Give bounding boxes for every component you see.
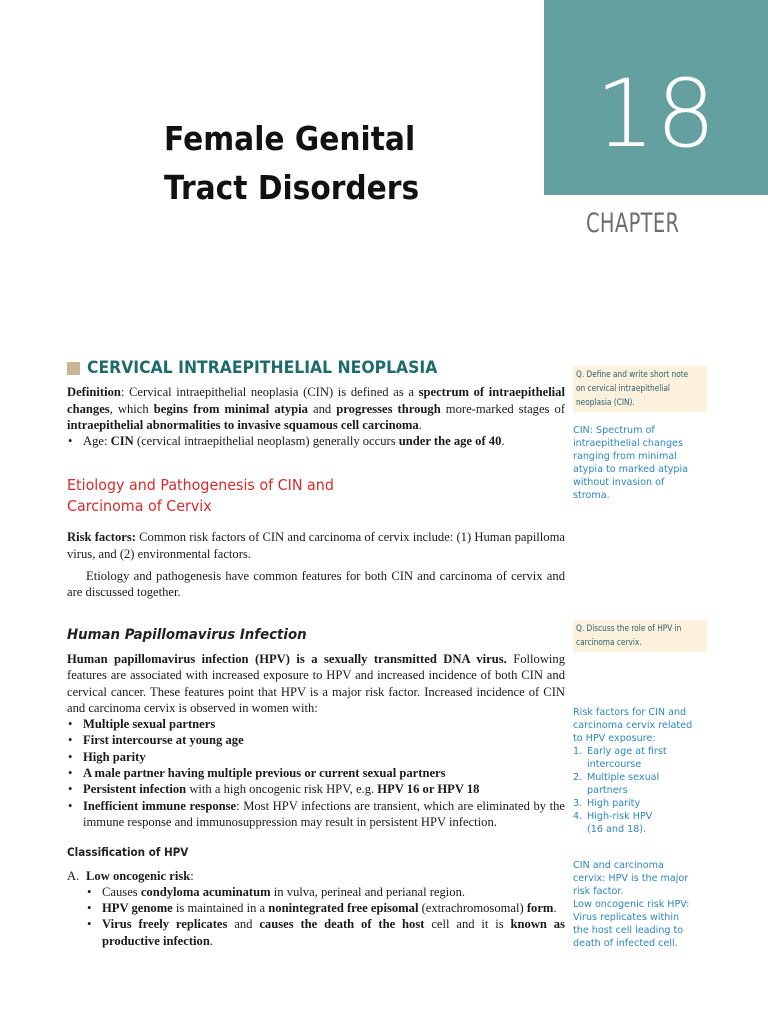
- list-item: • Age: CIN (cervical intraepithelial neoplasm) generally occurs under the age of 40.: [67, 433, 565, 449]
- classification-a: A. Low oncogenic risk:: [67, 868, 194, 883]
- section-heading: CERVICAL INTRAEPITHELIAL NEOPLASIA: [67, 360, 565, 376]
- sidebar-question-cin: Q. Define and write short note on cervical intraepithelial neoplasia (CIN).: [573, 366, 707, 412]
- list-item: • Causes condyloma acuminatum in vulva, perineal and perianal region.: [86, 884, 565, 900]
- main-column: [67, 360, 565, 949]
- section-square-icon: [67, 362, 80, 375]
- chapter-number-box: [544, 0, 768, 195]
- chapter-title-line-1: Female Genital: [164, 119, 416, 158]
- chapter-number: 18: [595, 60, 717, 169]
- list-item: • A male partner having multiple previous or current sexual partners: [67, 765, 565, 781]
- sidebar-list-item: 4. High-risk HPV (16 and 18).: [573, 811, 653, 835]
- etiology-heading: Etiology and Pathogenesis of CIN and Carcinoma of Cervix: [67, 476, 334, 516]
- sidebar-question-hpv: Q. Discuss the role of HPV in carcinoma cervix.: [573, 620, 707, 652]
- sidebar-note-cin: CIN: Spectrum of intraepithelial changes ranging from minimal atypia to marked atypia without invasion of stroma.: [573, 425, 689, 501]
- hpv-heading: Human Papillomavirus Infection: [67, 626, 307, 643]
- definition-paragraph: Definition: Cervical intraepithelial neoplasia (CIN) is defined as a spectrum of intraepithelial changes, which begins from minimal atypia and progresses through more-marked stages of intraepithelial abnormalities to invasive squamous cell carcinoma.: [67, 385, 566, 432]
- sidebar-list-item: 1. Early age at first intercourse: [573, 746, 667, 770]
- chapter-title-line-2: Tract Disorders: [164, 168, 420, 207]
- sidebar-list-item: 3. High parity: [573, 798, 641, 809]
- classification-a-list: [86, 884, 565, 949]
- list-item: • Inefficient immune response: Most HPV infections are transient, which are eliminated by the immune response and immunosuppression may result in persistent HPV infection.: [67, 798, 565, 831]
- hpv-intro-paragraph: Human papillomavirus infection (HPV) is a sexually transmitted DNA virus. Following features are associated with increased exposure to HPV and increased incidence of both CIN and cervical cancer. These features point that HPV is a major risk factor. Increased incidence of CIN and carcinoma cervix is observed in women with:: [67, 651, 566, 715]
- list-item: • Multiple sexual partners: [67, 716, 565, 732]
- sidebar-note-low-risk: Low oncogenic risk HPV: Virus replicates within the host cell leading to death of infected cell.: [573, 899, 690, 949]
- list-item: • First intercourse at young age: [67, 732, 565, 748]
- list-item: • HPV genome is maintained in a nonintegrated free episomal (extrachromosomal) form.: [86, 900, 565, 916]
- classification-heading: Classification of HPV: [67, 846, 189, 860]
- list-item: • Virus freely replicates and causes the death of the host cell and it is known as productive infection.: [86, 916, 565, 949]
- risk-factors-paragraph: Risk factors: Common risk factors of CIN and carcinoma of cervix include: (1) Human papilloma virus, and (2) environmental factors.: [67, 530, 565, 561]
- list-item: • Persistent infection with a high oncogenic risk HPV, e.g. HPV 16 or HPV 18: [67, 781, 565, 797]
- age-list: [67, 433, 565, 449]
- chapter-label: CHAPTER: [586, 208, 680, 239]
- sidebar-list-item: 2. Multiple sexual partners: [573, 772, 660, 796]
- list-item: • High parity: [67, 749, 565, 765]
- chapter-title: [164, 114, 419, 212]
- sidebar-note-risk-factors: Risk factors for CIN and carcinoma cervix related to HPV exposure: 1. Early age at first intercourse 2. Multiple sexual partners 3. High parity 4. High-risk HPV (16 and 18).: [573, 706, 699, 836]
- common-features-paragraph: Etiology and pathogenesis have common features for both CIN and carcinoma of cervix and are discussed together.: [67, 569, 565, 600]
- hpv-risk-list: [67, 716, 565, 830]
- sidebar-note-major-risk: CIN and carcinoma cervix: HPV is the major risk factor.: [573, 860, 689, 897]
